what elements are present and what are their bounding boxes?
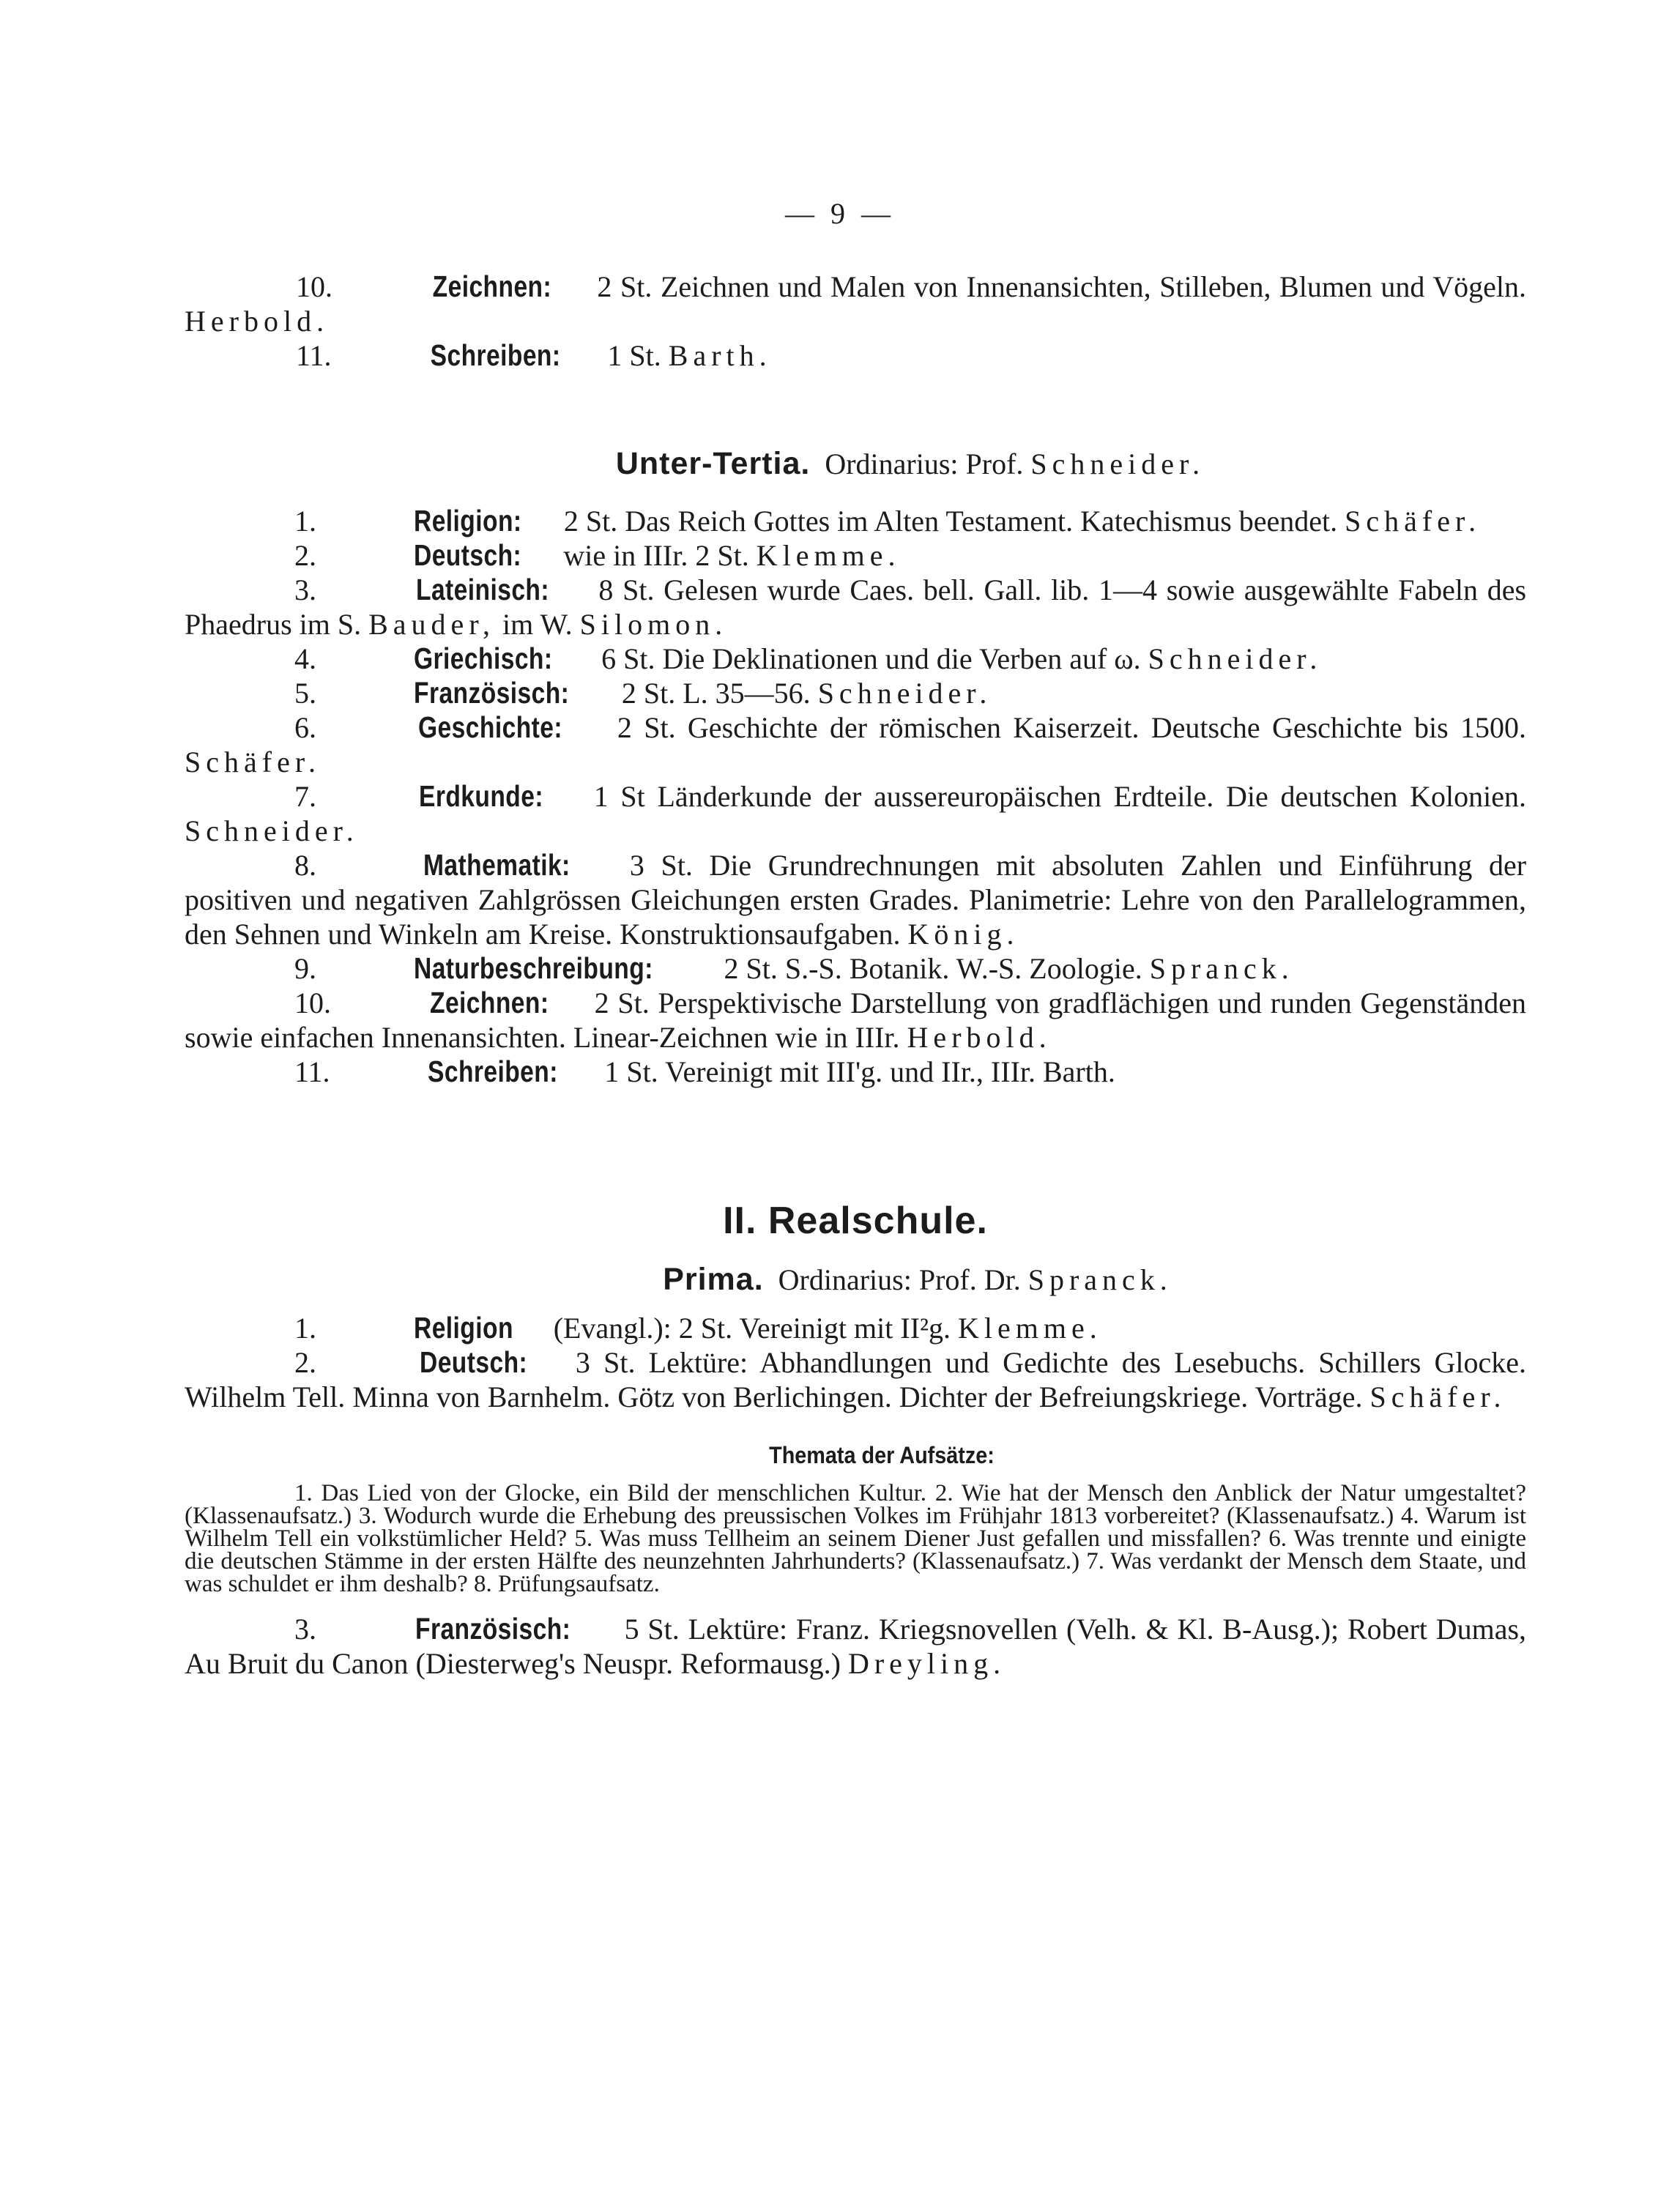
list-item: 5. Französisch: 2 St. L. 35—56. Schneider. — [294, 676, 992, 710]
class-title: Unter-Tertia. — [615, 446, 811, 481]
subject-label: Naturbeschreibung: — [414, 951, 653, 985]
subject-label: Deutsch: — [420, 1345, 528, 1379]
list-item: 1. Religion: 2 St. Das Reich Gottes im Alten Testament. Katechismus beendet. Schäfer. — [294, 504, 1482, 538]
themata-heading: Themata der Aufsätze: — [769, 1442, 995, 1468]
list-item: 3. Französisch: 5 St. Lektüre: Franz. Kriegsnovellen (Velh. & Kl. B-Ausg.); Robert Dumas, Au Bruit du Canon (Diesterweg's Neuspr. Reformausg.) Dreyling. — [185, 1612, 1527, 1680]
section-heading-realschule: II. Realschule. — [723, 1200, 988, 1242]
teacher-name: Schäfer. — [1369, 1380, 1506, 1413]
subject-label: Geschichte: — [418, 710, 563, 744]
list-item: 4. Griechisch: 6 St. Die Deklinationen und die Verben auf ω. Schneider. — [294, 642, 1323, 675]
teacher-name: Bauder, — [368, 608, 496, 641]
page-number: — 9 — — [785, 197, 895, 230]
teacher-name: Spranck. — [1149, 952, 1294, 985]
subject-label: Schreiben: — [430, 338, 561, 372]
teacher-name: Barth. — [668, 339, 772, 372]
subject-label: Zeichnen: — [429, 986, 549, 1019]
list-item: 8. Mathematik: 3 St. Die Grundrechnungen mit absoluten Zahlen und Einführung der positiven und negativen Zahlgrössen Gleichungen ersten Grades. Planimetrie: Lehre von den Parallelogrammen, den Sehnen und Winkeln am Kreise. Konstruktionsaufgaben. König. — [185, 848, 1527, 951]
teacher-name: Klemme. — [756, 539, 901, 572]
list-item: 11. Schreiben: 1 St. Vereinigt mit III'g. und IIr., IIIr. Barth. — [294, 1055, 1115, 1088]
subject-label: Deutsch: — [414, 538, 522, 572]
subject-label: Französisch: — [414, 676, 570, 710]
list-item: 11. Schreiben: 1 St. Barth. — [296, 338, 772, 372]
class-heading-prima: Prima. Ordinarius: Prof. Dr. Spranck. — [663, 1262, 1172, 1297]
teacher-name: Schneider. — [185, 814, 359, 847]
section-heading-untertertia: Unter-Tertia. Ordinarius: Prof. Schneider. — [615, 446, 1205, 481]
subject-label: Lateinisch: — [415, 573, 549, 606]
list-item: 1. Religion (Evangl.): 2 St. Vereinigt mit II²g. Klemme. — [294, 1311, 1102, 1345]
list-item: 9. Naturbeschreibung: 2 St. S.-S. Botanik. W.-S. Zoologie. Spranck. — [294, 951, 1294, 985]
teacher-name: Schneider. — [817, 677, 992, 710]
themata-list: 1. Das Lied von der Glocke, ein Bild der menschlichen Kultur. 2. Wie hat der Mensch den Anblick der Natur umgestaltet? (Klassenaufsatz.) 3. Wodurch wurde die Erhebung des preussischen Volkes im Frühjahr 1813 vorbereitet? (Klassenaufsatz.) 4. Warum ist Wilhelm Tell ein volkstümlicher Held? 5. Was muss Tellheim an seinem Diener Just gefallen und missfallen? 6. Was trennte und einigte die deutschen Stämme in der ersten Hälfte des neunzehnten Jahrhunderts? (Klassenaufsatz.) 7. Was verdankt der Mensch dem Staate, und was schuldet er ihm deshalb? 8. Prüfungsaufsatz. — [185, 1480, 1526, 1597]
subject-label: Religion: — [414, 504, 522, 538]
subject-label: Schreiben: — [427, 1055, 558, 1088]
list-item: 10. Zeichnen: 2 St. Perspektivische Darstellung von gradflächigen und runden Gegenständen sowie einfachen Innenansichten. Linear-Zeichnen wie in IIIr. Herbold. — [185, 986, 1527, 1054]
subject-label: Zeichnen: — [432, 269, 551, 303]
teacher-name: König. — [907, 918, 1019, 951]
list-item: 7. Erdkunde: 1 St Länderkunde der aussereuropäischen Erdteile. Die deutschen Kolonien. Schneider. — [185, 779, 1527, 847]
teacher-name: Schäfer. — [185, 746, 321, 778]
teacher-name: Herbold. — [907, 1021, 1052, 1054]
list-item: 2. Deutsch: wie in IIIr. 2 St. Klemme. — [294, 538, 901, 572]
teacher-name: Herbold. — [185, 305, 330, 338]
subject-label: Französisch: — [415, 1612, 571, 1646]
teacher-name: Spranck. — [1027, 1263, 1172, 1296]
teacher-name: Dreyling. — [847, 1647, 1006, 1680]
list-item: 2. Deutsch: 3 St. Lektüre: Abhandlungen und Gedichte des Lesebuchs. Schillers Glocke. Wilhelm Tell. Minna von Barnhelm. Götz von Berlichingen. Dichter der Befreiungskriege. Vorträge. Schäfer. — [185, 1345, 1526, 1413]
subject-label: Erdkunde: — [418, 779, 543, 813]
list-item: 3. Lateinisch: 8 St. Gelesen wurde Caes. bell. Gall. lib. 1—4 sowie ausgewählte Fabeln des Phaedrus im S. Bauder, im W. Silomon. — [185, 573, 1527, 641]
list-item: 6. Geschichte: 2 St. Geschichte der römischen Kaiserzeit. Deutsche Geschichte bis 1500. Schäfer. — [185, 710, 1527, 778]
class-title: Prima. — [663, 1262, 764, 1297]
list-item: 10. Zeichnen: 2 St. Zeichnen und Malen von Innenansichten, Stilleben, Blumen und Vögeln. Herbold. — [185, 269, 1526, 338]
page-content — [185, 269, 1526, 1681]
subject-label: Mathematik: — [423, 848, 570, 882]
teacher-name: Silomon. — [579, 608, 728, 641]
teacher-name: Schäfer. — [1345, 505, 1482, 538]
subject-label: Religion — [414, 1311, 513, 1345]
teacher-name: Schneider. — [1030, 447, 1205, 480]
teacher-name: Klemme. — [958, 1312, 1102, 1345]
teacher-name: Schneider. — [1148, 642, 1323, 675]
subject-label: Griechisch: — [414, 642, 553, 675]
